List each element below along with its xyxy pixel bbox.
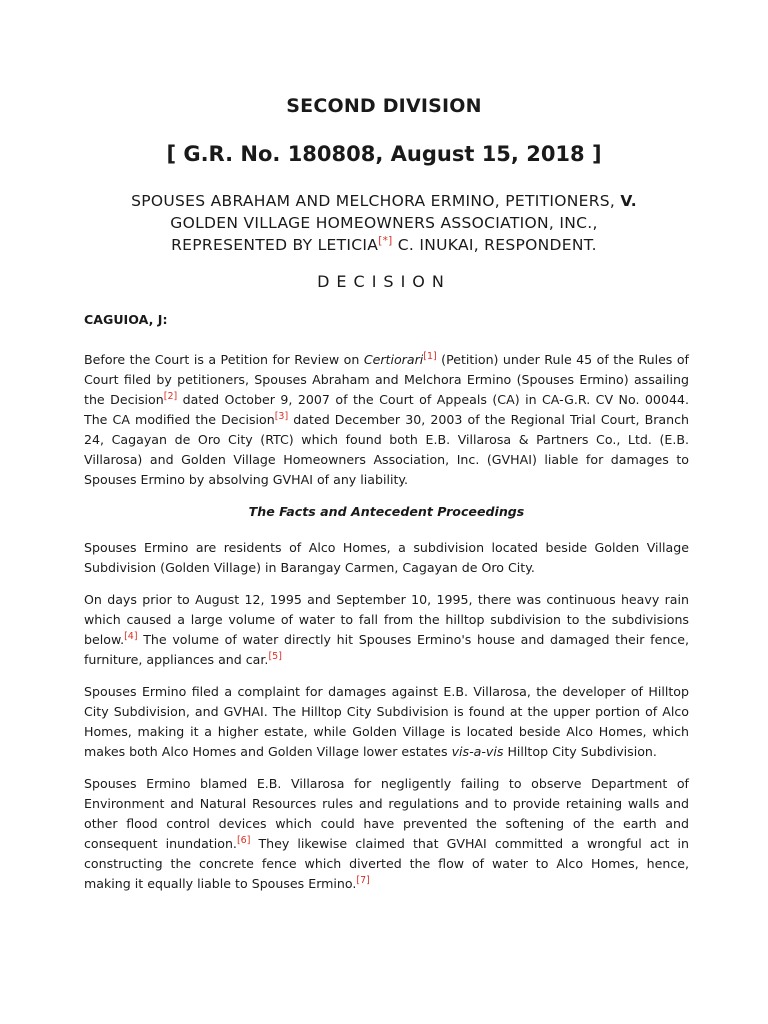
text-run: Hilltop City Subdivision. (503, 744, 657, 759)
parties-line-3a: REPRESENTED BY LETICIA (171, 236, 379, 254)
versus-label: V. (620, 192, 637, 210)
text-run: They likewise claimed that GVHAI committed a wrongful act in constructing the concrete fence which diverted the flow of water to Alco Homes, hence, making it equally liable to Spouses Ermino. (84, 836, 690, 891)
parties-line-1: SPOUSES ABRAHAM AND MELCHORA ERMINO, PETITIONERS, (131, 192, 616, 210)
emphasis-text: vis-a-vis (451, 744, 504, 759)
decision-body (84, 310, 689, 906)
paragraph-1 (84, 350, 689, 490)
division-title: SECOND DIVISION (286, 95, 482, 117)
ponente: CAGUIOA, J: (84, 312, 168, 327)
emphasis-text: Certiorari (363, 352, 424, 367)
footnote-link-star[interactable]: [*] (378, 234, 393, 247)
footnote-link-3[interactable]: [3] (274, 410, 289, 422)
footnote-link-4[interactable]: [4] (124, 630, 138, 642)
parties-line-3b: C. INUKAI, RESPONDENT. (392, 236, 597, 254)
footnote-link-6[interactable]: [6] (236, 834, 251, 846)
section-heading: The Facts and Antecedent Proceedings (248, 504, 525, 519)
footnote-link-1[interactable]: [1] (423, 350, 437, 362)
decision-label: DECISION (317, 272, 451, 291)
parties-line-2: GOLDEN VILLAGE HOMEOWNERS ASSOCIATION, INC., (170, 214, 598, 232)
text-run: (Petition) under Rule 45 of the Rules of Court filed by petitioners, Spouses Abraham and Melchora Ermino (Spouses Ermino) assailing the Decision (84, 352, 689, 407)
paragraph-3 (84, 590, 689, 670)
footnote-link-7[interactable]: [7] (356, 874, 370, 886)
text-run: dated December 30, 2003 of the Regional Trial Court, Branch 24, Cagayan de Oro City (RTC) which found both E.B. Villarosa & Partners Co., Ltd. (E.B. Villarosa) and Golden Village Homeowners Association, Inc. (GVHAI) liable for damages to Spouses Ermino by absolving GVHAI of any liability. (84, 412, 689, 487)
paragraph-2: Spouses Ermino are residents of Alco Homes, a subdivision located beside Golden Village Subdivision (Golden Village) in Barangay Carmen, Cagayan de Oro City. (84, 540, 689, 575)
case-number: [ G.R. No. 180808, August 15, 2018 ] (166, 142, 602, 166)
paragraph-4 (84, 682, 689, 762)
text-run: Spouses Ermino filed a complaint for damages against E.B. Villarosa, the developer of Hilltop City Subdivision, and GVHAI. The Hilltop City Subdivision is found at the upper portion of Alco Homes, making it a higher estate, while Golden Village is located beside Alco Homes, which makes both Alco Homes and Golden Village lower estates (84, 684, 689, 759)
case-parties (60, 190, 708, 256)
footnote-link-5[interactable]: [5] (268, 650, 282, 662)
text-run: Spouses Ermino blamed E.B. Villarosa for negligently failing to observe Department of Environment and Natural Resources rules and regulations and to provide retaining walls and other flood control devices which could have prevented the softening of the earth and consequent inundation. (84, 776, 689, 851)
footnote-link-2[interactable]: [2] (163, 390, 178, 402)
text-run: Before the Court is a Petition for Review on (84, 352, 364, 367)
text-run: On days prior to August 12, 1995 and September 10, 1995, there was continuous heavy rain which caused a large volume of water to fall from the hilltop subdivision to the subdivisions below. (84, 592, 689, 647)
text-run: dated October 9, 2007 of the Court of Appeals (CA) in CA-G.R. CV No. 00044. The CA modified the Decision (84, 392, 689, 427)
text-run: The volume of water directly hit Spouses Ermino's house and damaged their fence, furniture, appliances and car. (84, 632, 689, 667)
paragraph-5 (84, 774, 689, 894)
